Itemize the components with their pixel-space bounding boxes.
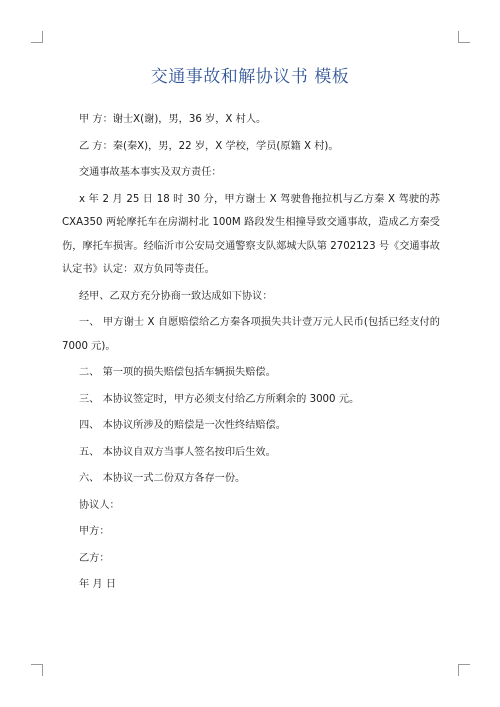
crop-mark-top-right xyxy=(458,31,470,43)
document-title: 交通事故和解协议书 模板 xyxy=(150,67,350,87)
party-b-signature-label: 乙方： xyxy=(79,552,110,564)
crop-mark-bottom-right xyxy=(458,664,470,676)
clause-2: 二、 第一项的损失赔偿包括车辆损失赔偿。 xyxy=(79,367,276,378)
clause-6: 六、 本协议一式二份双方各存一份。 xyxy=(79,473,246,484)
party-b-line: 乙 方：秦(秦X)，男，22 岁，X 学校，学员(原籍 X 村)。 xyxy=(79,140,339,152)
clause-5: 五、 本协议自双方当事人签名按印后生效。 xyxy=(79,446,276,458)
clause-1: 一、 甲方谢士 X 自愿赔偿给乙方秦各项损失共计壹万元人民币(包括已经支付的 7000 元)。 xyxy=(62,317,440,352)
agreement-intro: 经甲、乙双方充分协商一致达成如下协议： xyxy=(79,290,273,302)
clause-4: 四、 本协议所涉及的赔偿是一次性终结赔偿。 xyxy=(79,420,286,431)
date-line: 年 月 日 xyxy=(79,579,117,590)
signatories-label: 协议人： xyxy=(79,499,120,511)
party-a-signature-label: 甲方： xyxy=(79,526,110,537)
crop-mark-top-left xyxy=(31,31,43,43)
party-a-line: 甲 方：谢士X(谢)，男，36 岁，X 村人。 xyxy=(79,114,267,125)
facts-paragraph: x 年 2 月 25 日 18 时 30 分，甲方谢士 X 驾驶鲁拖拉机与乙方秦 X 驾驶的苏 CXA350 两轮摩托车在房湖村北 100M 路段发生相撞导致交通事故，造成乙方秦受伤，摩托车损害。经临沂市公安局交通警察支队郯城大队第 2702123 号《交通事故认定书》认定：双方负同等责任。 xyxy=(62,193,440,275)
crop-mark-bottom-left xyxy=(31,664,43,676)
document-body xyxy=(62,108,440,600)
facts-heading: 交通事故基本事实及双方责任： xyxy=(79,167,222,178)
clause-3: 三、 本协议签定时，甲方必须支付给乙方所剩余的 3000 元。 xyxy=(79,393,360,405)
